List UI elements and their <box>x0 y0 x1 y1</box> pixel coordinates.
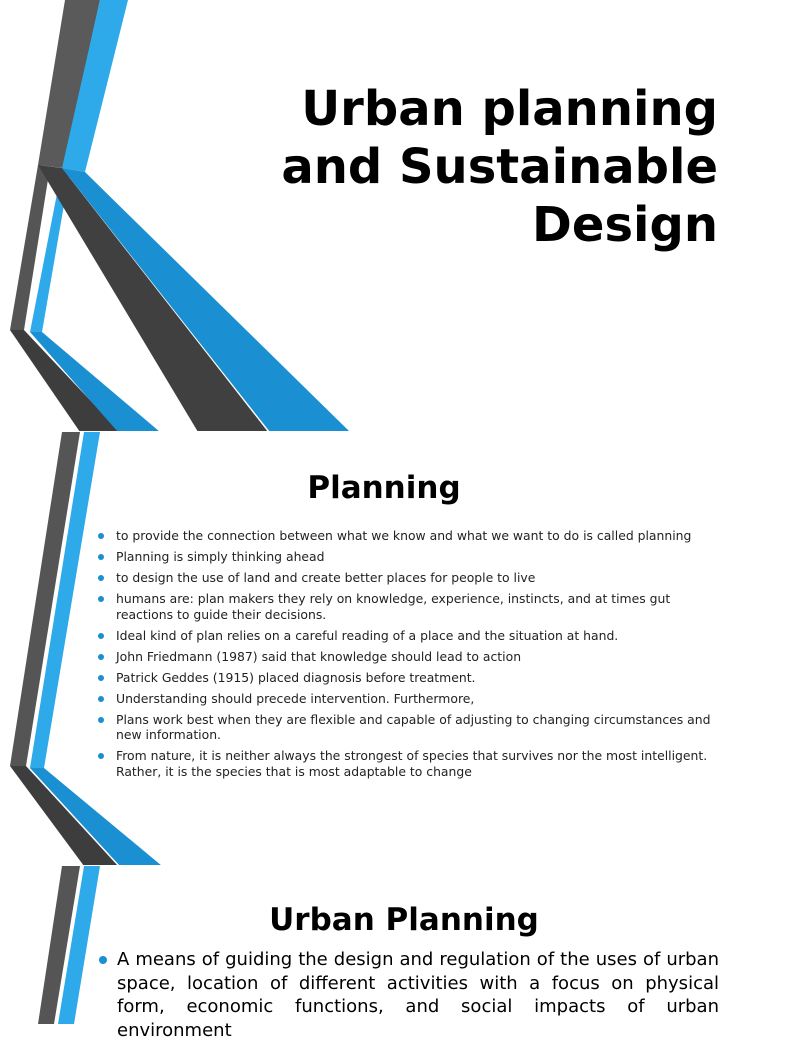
list-item-text: Understanding should precede intervention. Furthermore, <box>116 690 475 706</box>
list-item <box>96 670 716 686</box>
bullet-dot-icon <box>98 696 104 702</box>
slide-title: Urban Planning <box>269 902 539 938</box>
bullet-list <box>96 528 716 785</box>
bullet-dot-icon <box>98 633 104 639</box>
bullet-dot-icon <box>99 956 107 964</box>
bullet-dot-icon <box>98 596 104 602</box>
slide-title: Urban planning and Sustainable Design <box>281 81 718 253</box>
title-slide <box>0 0 768 432</box>
list-item-text: Patrick Geddes (1915) placed diagnosis before treatment. <box>116 669 476 685</box>
list-item <box>96 649 716 665</box>
list-item-text: Plans work best when they are flexible and capable of adjusting to changing circumstances and new information. <box>116 711 711 742</box>
list-item <box>96 691 716 707</box>
list-item <box>96 591 716 622</box>
list-item-text: A means of guiding the design and regulation of the uses of urban space, location of different activities with a focus on physical form, economic functions, and social impacts of urban environment <box>117 949 719 1041</box>
bullet-dot-icon <box>98 654 104 660</box>
urban-planning-slide <box>0 866 768 1041</box>
bullet-list <box>96 948 719 1042</box>
bullet-dot-icon <box>98 675 104 681</box>
list-item <box>96 712 716 743</box>
list-item <box>96 570 716 586</box>
bullet-dot-icon <box>98 575 104 581</box>
stripe-dark-foot <box>10 330 120 432</box>
list-item-text: to provide the connection between what we know and what we want to do is called planning <box>116 528 692 543</box>
bullet-dot-icon <box>98 554 104 560</box>
list-item <box>96 549 716 565</box>
list-item-text: John Friedmann (1987) said that knowledge should lead to action <box>116 648 522 664</box>
list-item-text: Ideal kind of plan relies on a careful reading of a place and the situation at hand. <box>116 627 619 643</box>
list-item-text: Planning is simply thinking ahead <box>116 549 325 564</box>
list-item-text: humans are: plan makers they rely on knowledge, experience, instincts, and at times gut reactions to guide their decisions. <box>116 591 671 622</box>
list-item <box>96 948 719 1042</box>
bullet-dot-icon <box>98 533 104 539</box>
slide-title: Planning <box>307 470 461 506</box>
planning-slide <box>0 432 768 866</box>
bullet-dot-icon <box>98 717 104 723</box>
list-item-text: to design the use of land and create better places for people to live <box>116 570 536 585</box>
list-item <box>96 748 716 779</box>
bullet-dot-icon <box>98 753 104 759</box>
list-item <box>96 528 716 544</box>
list-item <box>96 628 716 644</box>
list-item-text: From nature, it is neither always the strongest of species that survives nor the most intelligent. Rather, it is the species that is most adaptable to change <box>116 748 708 779</box>
